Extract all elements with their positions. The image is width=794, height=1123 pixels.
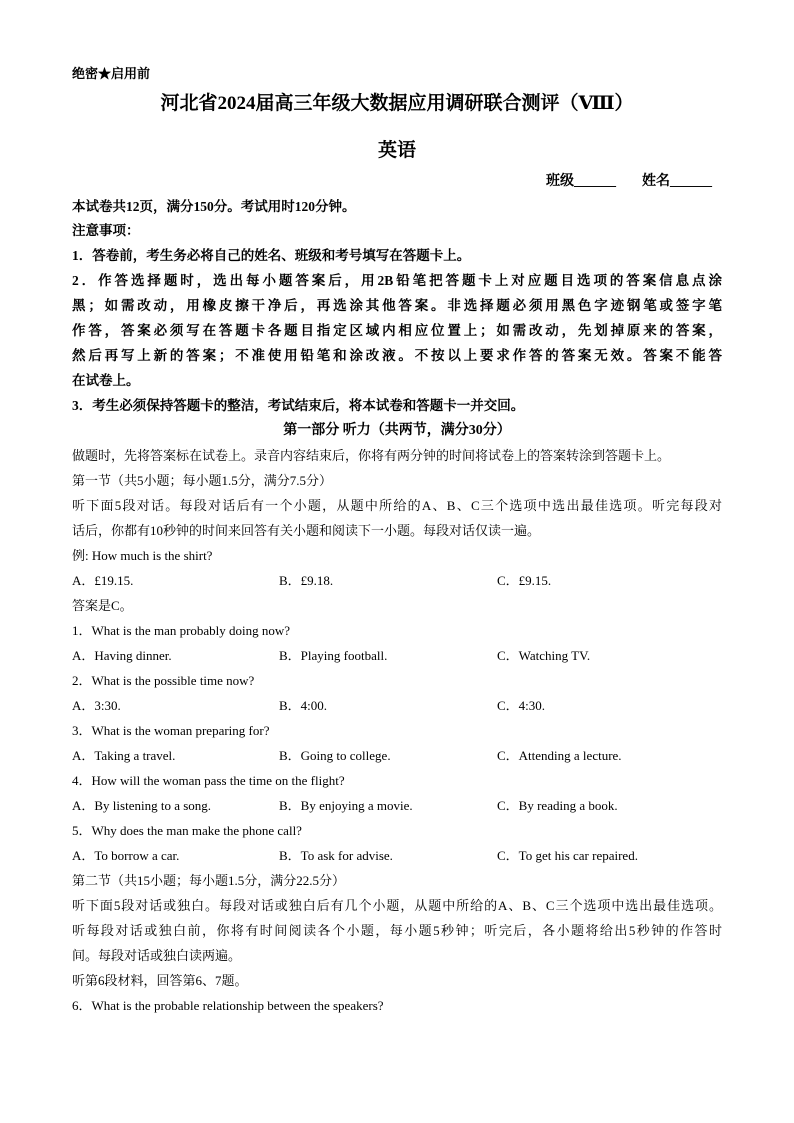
example-option-c: C．£9.15. [497,573,552,588]
exam-info: 本试卷共12页，满分150分。考试用时120分钟。 [72,199,356,214]
question-4-option-c: C．By reading a book. [497,798,618,813]
question-3-option-c: C．Attending a lecture. [497,748,622,763]
section-1-directions-line-2: 话后，你都有10秒钟的时间来回答有关小题和阅读下一小题。每段对话仅读一遍。 [72,523,541,538]
section-1-heading: 第一节（共5小题；每小题1.5分，满分7.5分） [72,473,333,488]
question-5-option-c: C．To get his car repaired. [497,848,638,863]
question-3-option-b: B．Going to college. [279,748,391,763]
note-2-line-4: 然后再写上新的答案；不准使用铅笔和涂改液。不按以上要求作答的答案无效。答案不能答 [72,348,722,363]
notes-heading: 注意事项： [72,223,140,238]
question-2-option-a: A．3:30. [72,698,121,713]
question-2-option-b: B．4:00. [279,698,328,713]
example-option-a: A．£19.15. [72,573,134,588]
question-1-option-c: C．Watching TV. [497,648,591,663]
question-2-option-c: C．4:30. [497,698,546,713]
name-field-label: 姓名______ [642,174,712,189]
section-1-directions-line-1: 听下面5段对话。每段对话后有一个小题，从题中所给的A、B、C三个选项中选出最佳选项。听完每段对 [72,498,722,513]
example-question: 例: How much is the shirt? [72,548,213,563]
question-4: 4．How will the woman pass the time on the flight? [72,773,345,788]
question-1: 1．What is the man probably doing now? [72,623,291,638]
example-option-b: B．£9.18. [279,573,334,588]
note-1: 1．答卷前，考生务必将自己的姓名、班级和考号填写在答题卡上。 [72,248,471,263]
exam-title: 河北省2024届高三年级大数据应用调研联合测评（Ⅷ） [160,93,634,114]
section-2-directions-line-3: 间。每段对话或独白读两遍。 [72,948,242,963]
note-2-line-2: 黑；如需改动，用橡皮擦干净后，再选涂其他答案。非选择题必须用黑色字迹钢笔或签字笔 [72,298,722,313]
question-6: 6．What is the probable relationship between the speakers? [72,998,384,1013]
class-field-label: 班级______ [546,174,616,189]
question-3: 3．What is the woman preparing for? [72,723,270,738]
question-1-option-b: B．Playing football. [279,648,388,663]
note-2-line-3: 作答，答案必须写在答题卡各题目指定区域内相应位置上；如需改动，先划掉原来的答案， [72,323,722,338]
note-2-line-1: 2．作答选择题时，选出每小题答案后，用2B铅笔把答题卡上对应题目选项的答案信息点涂 [72,273,722,288]
note-3: 3．考生必须保持答题卡的整洁，考试结束后，将本试卷和答题卡一并交回。 [72,398,525,413]
section-2-directions-line-2: 听每段对话或独白前，你将有时间阅读各个小题，每小题5秒钟；听完后，各小题将给出5秒钟的作答时 [72,923,722,938]
question-5: 5．Why does the man make the phone call? [72,823,302,838]
subject-title: 英语 [377,140,416,161]
part-1-instruction: 做题时，先将答案标在试卷上。录音内容结束后，你将有两分钟的时间将试卷上的答案转涂到答题卡上。 [72,448,671,463]
question-5-option-b: B．To ask for advise. [279,848,393,863]
question-2: 2．What is the possible time now? [72,673,255,688]
question-5-option-a: A．To borrow a car. [72,848,180,863]
example-answer: 答案是C。 [72,598,133,613]
question-4-option-a: A．By listening to a song. [72,798,212,813]
question-3-option-a: A．Taking a travel. [72,748,176,763]
confidential-label: 绝密★启用前 [72,66,151,81]
question-1-option-a: A．Having dinner. [72,648,172,663]
section-2-directions-line-1: 听下面5段对话或独白。每段对话或独白后有几个小题，从题中所给的A、B、C三个选项中选出最佳选项。 [72,898,722,913]
part-1-heading: 第一部分 听力（共两节，满分30分） [283,423,511,438]
section-2-heading: 第二节（共15小题；每小题1.5分，满分22.5分） [72,873,346,888]
material-6-label: 听第6段材料，回答第6、7题。 [72,973,248,988]
note-2-line-5: 在试卷上。 [72,373,140,388]
question-4-option-b: B．By enjoying a movie. [279,798,413,813]
